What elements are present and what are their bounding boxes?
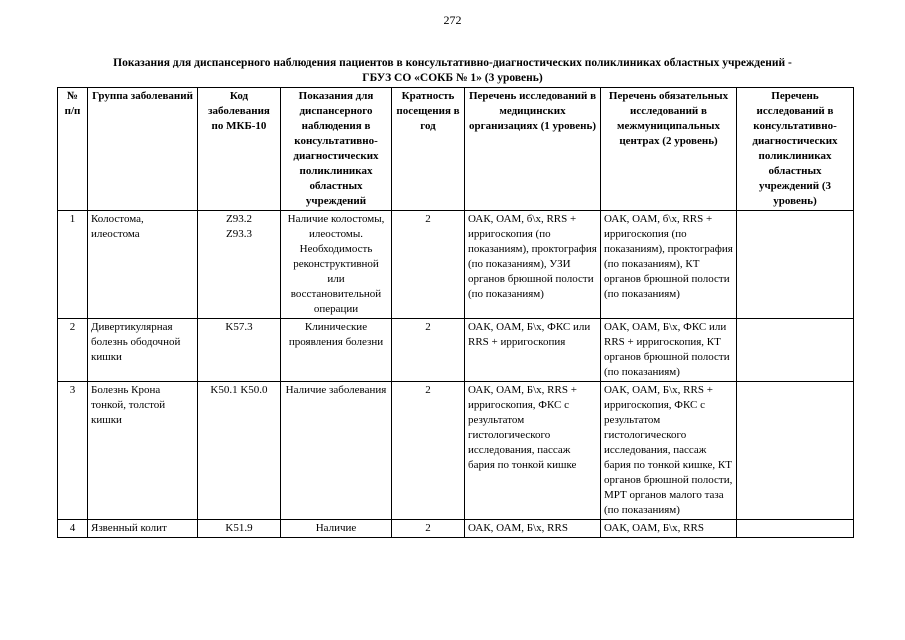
row-num: 2 <box>58 319 88 382</box>
row-group: Язвенный колит <box>88 520 198 538</box>
row-level3 <box>737 382 854 520</box>
header-level1: Перечень исследований в медицинских организациях (1 уровень) <box>465 88 601 211</box>
table-row <box>58 520 854 538</box>
row-level2: ОАК, ОАМ, Б\х, RRS <box>601 520 737 538</box>
row-num: 4 <box>58 520 88 538</box>
header-group: Группа заболеваний <box>88 88 198 211</box>
header-frequency: Кратность посещения в год <box>392 88 465 211</box>
row-level3 <box>737 211 854 319</box>
row-frequency: 2 <box>392 319 465 382</box>
row-num: 1 <box>58 211 88 319</box>
row-level1: ОАК, ОАМ, Б\х, RRS + ирригоскопия, ФКС с результатом гистологического исследования, пассаж бария по тонкой кишке <box>465 382 601 520</box>
row-frequency: 2 <box>392 382 465 520</box>
row-group: Дивертикулярная болезнь ободочной кишки <box>88 319 198 382</box>
row-code-line: Z93.2 <box>226 213 252 225</box>
document-title-line1: Показания для диспансерного наблюдения пациентов в консультативно-диагностических поликлиниках областных учреждений - <box>113 57 792 69</box>
header-code: Код заболевания по МКБ-10 <box>198 88 281 211</box>
table-header-row <box>58 88 854 211</box>
table-row <box>58 319 854 382</box>
row-level1: ОАК, ОАМ, Б\х, ФКС или RRS + ирригоскопия <box>465 319 601 382</box>
row-indications: Клинические проявления болезни <box>281 319 392 382</box>
table-row <box>58 382 854 520</box>
header-level2: Перечень обязательных исследований в межмуниципальных центрах (2 уровень) <box>601 88 737 211</box>
page-number: 272 <box>443 13 462 27</box>
row-level1: ОАК, ОАМ, б\х, RRS + ирригоскопия (по показаниям), проктография (по показаниям), УЗИ органов брюшной полости (по показаниям) <box>465 211 601 319</box>
row-code <box>198 382 281 520</box>
row-frequency: 2 <box>392 211 465 319</box>
row-code-line: K51.9 <box>225 522 253 534</box>
row-group: Болезнь Крона тонкой, толстой кишки <box>88 382 198 520</box>
row-level2: ОАК, ОАМ, б\х, RRS + ирригоскопия (по показаниям), проктография (по показаниям), КТ органов брюшной полости (по показаниям) <box>601 211 737 319</box>
row-code <box>198 319 281 382</box>
row-code-line: K57.3 <box>225 321 253 333</box>
row-group: Колостома, илеостома <box>88 211 198 319</box>
row-indications: Наличие заболевания <box>281 382 392 520</box>
header-indications: Показания для диспансерного наблюдения в консультативно-диагностических поликлиниках областных учреждений <box>281 88 392 211</box>
row-level3 <box>737 319 854 382</box>
header-num: № п/п <box>58 88 88 211</box>
indications-table <box>57 87 854 538</box>
document-title-line2: ГБУЗ СО «СОКБ № 1» (3 уровень) <box>362 72 543 84</box>
row-code-line: Z93.3 <box>226 228 252 240</box>
row-level2: ОАК, ОАМ, Б\х, RRS + ирригоскопия, ФКС с результатом гистологического исследования, пассаж бария по тонкой кишке, КТ органов брюшной полости, МРТ органов малого таза (по показаниям) <box>601 382 737 520</box>
row-num: 3 <box>58 382 88 520</box>
row-indications: Наличие колостомы, илеостомы. Необходимость реконструктивной или восстановительной операции <box>281 211 392 319</box>
row-level1: ОАК, ОАМ, Б\х, RRS <box>465 520 601 538</box>
row-code <box>198 211 281 319</box>
header-level3: Перечень исследований в консультативно-диагностических поликлиниках областных учреждений (3 уровень) <box>737 88 854 211</box>
row-level3 <box>737 520 854 538</box>
document-title <box>40 56 865 86</box>
row-code <box>198 520 281 538</box>
row-level2: ОАК, ОАМ, Б\х, ФКС или RRS + ирригоскопия, КТ органов брюшной полости (по показаниям) <box>601 319 737 382</box>
table-row <box>58 211 854 319</box>
row-code-line: K50.1 K50.0 <box>210 384 268 396</box>
row-frequency: 2 <box>392 520 465 538</box>
row-indications: Наличие <box>281 520 392 538</box>
